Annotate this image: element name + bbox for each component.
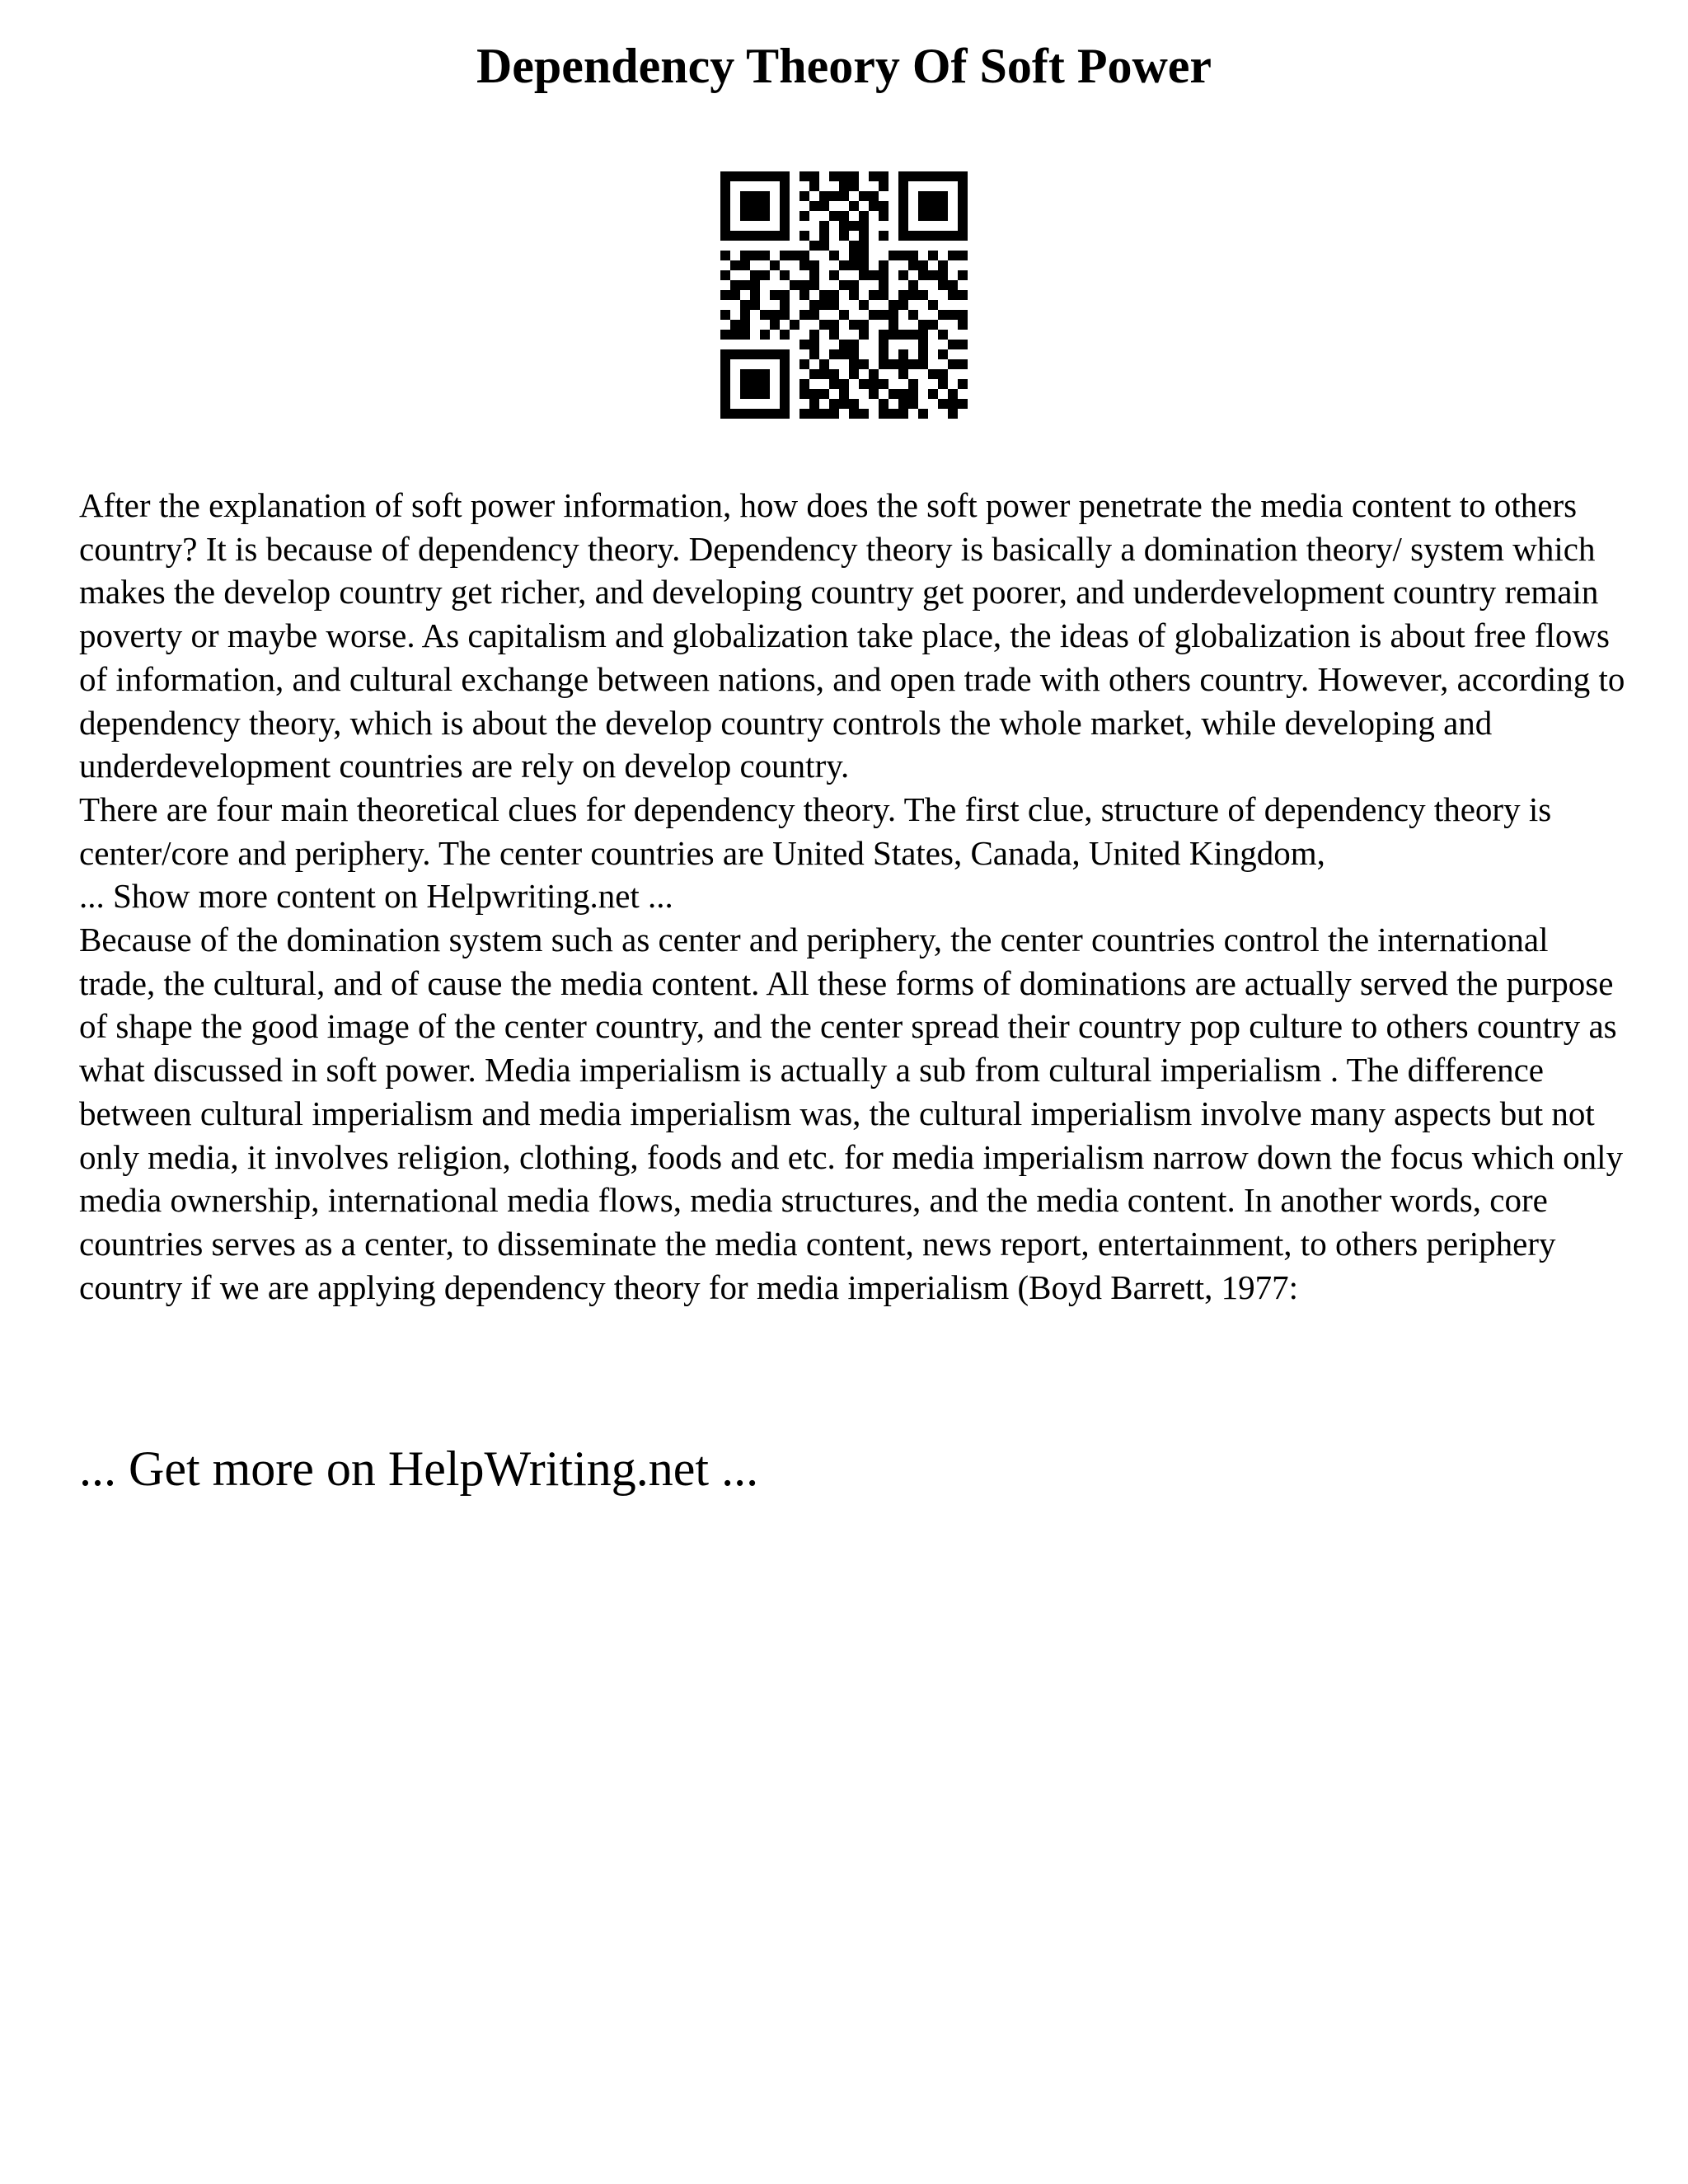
paragraph: After the explanation of soft power information, how does the soft power penetrate the media content to others country? It is because of dependency theory. Dependency theory is basically a domination theory/ system which makes the develop country get richer, and developing country get poorer, and underdevelopment country remain poverty or maybe worse. As capitalism and globalization take place, the ideas of globalization is about free flows of information, and cultural exchange between nations, and open trade with others country. However, according to dependency theory, which is about the develop country controls the whole market, while developing and underdevelopment countries are rely on develop country. bbox=[79, 486, 1625, 785]
paragraph: There are four main theoretical clues for dependency theory. The first clue, structure of dependency theory is center/core and periphery. The center countries are United States, Canada, United Kingdom, bbox=[79, 790, 1552, 872]
show-more-link[interactable]: ... Show more content on Helpwriting.net ... bbox=[79, 877, 673, 916]
get-more-link[interactable]: ... Get more on HelpWriting.net ... bbox=[79, 1441, 759, 1496]
qr-code-icon[interactable] bbox=[720, 171, 968, 419]
page-title: Dependency Theory Of Soft Power bbox=[476, 39, 1212, 93]
paragraph: Because of the domination system such as center and periphery, the center countries control the international trade, the cultural, and of cause the media content. All these forms of dominations are actually served the purpose of shape the good image of the center country, and the center spread their country pop culture to others country as what discussed in soft power. Media imperialism is actually a sub from cultural imperialism . The difference between cultural imperialism and media imperialism was, the cultural imperialism involve many aspects but not only media, it involves religion, clothing, foods and etc. for media imperialism narrow down the focus which only media ownership, international media flows, media structures, and the media content. In another words, core countries serves as a center, to disseminate the media content, news report, entertainment, to others periphery country if we are applying dependency theory for media imperialism (Boyd Barrett, 1977: bbox=[79, 921, 1624, 1306]
article-body bbox=[79, 484, 1629, 1309]
